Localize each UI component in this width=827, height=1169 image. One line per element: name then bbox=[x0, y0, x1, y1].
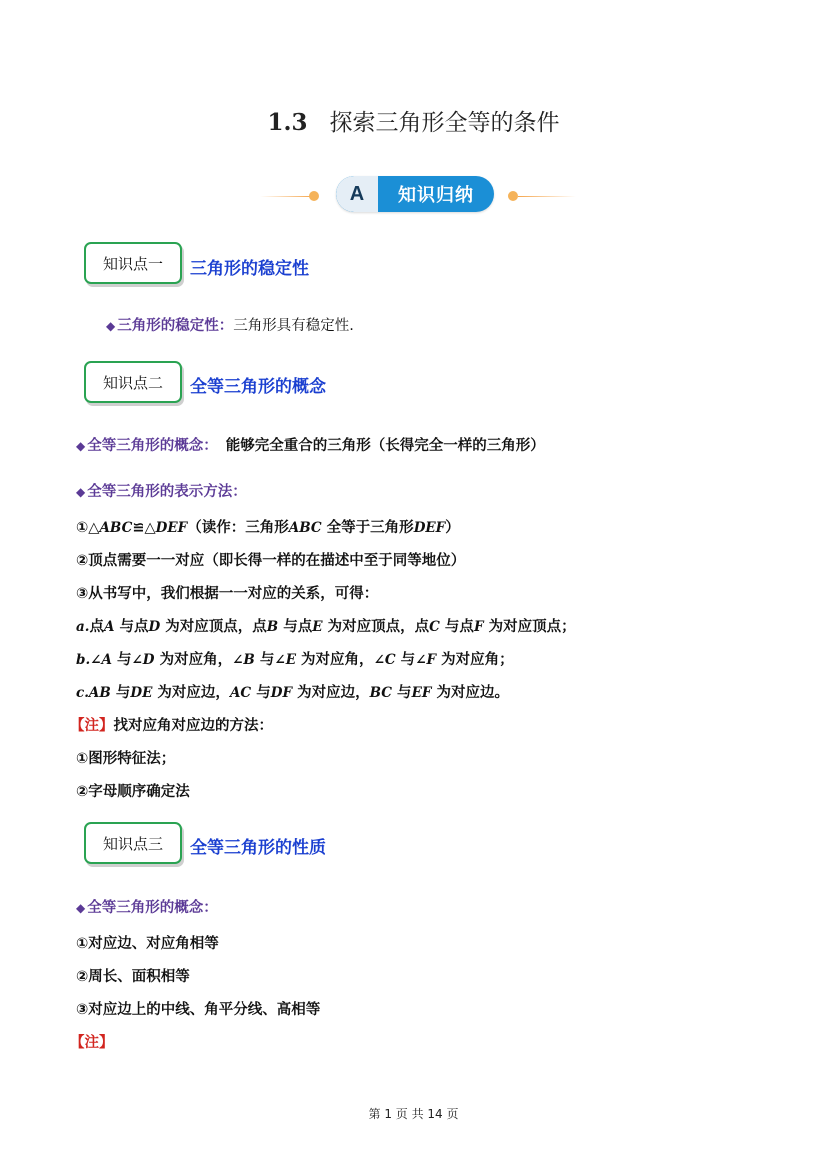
math-var: C bbox=[429, 619, 440, 635]
item-label: b. bbox=[76, 652, 91, 668]
knowledge-point-heading-2: 全等三角形的概念 bbox=[190, 377, 326, 397]
math-var: EF bbox=[411, 685, 432, 701]
notation-line-3: ③从书写中，我们根据一一对应的关系，可得： bbox=[76, 586, 379, 602]
text-fragment: 与 bbox=[110, 685, 131, 701]
knowledge-point-tag-2: 知识点二 bbox=[84, 361, 182, 403]
notation-line-1 bbox=[76, 516, 460, 537]
notation-heading bbox=[76, 480, 247, 501]
math-var: DEF bbox=[413, 520, 446, 536]
math-var: F bbox=[473, 619, 484, 635]
method-1: ①图形特征法； bbox=[76, 751, 176, 767]
text-fragment: 为对应顶点，点 bbox=[160, 619, 267, 635]
diamond-bullet-icon: ◆ bbox=[106, 319, 116, 333]
method-2: ②字母顺序确定法 bbox=[76, 784, 190, 800]
correspondence-sides bbox=[76, 681, 509, 702]
concept-text: 能够完全重合的三角形（长得完全一样的三角形） bbox=[225, 438, 545, 454]
page-footer: 第 1 页 共 14 页 bbox=[368, 1107, 459, 1121]
math-var: E bbox=[312, 619, 323, 635]
math-var: ABC bbox=[99, 520, 133, 536]
math-var: ∠C bbox=[373, 652, 396, 668]
text-fragment: 与 bbox=[251, 685, 271, 701]
diamond-bullet-icon: ◆ bbox=[76, 901, 86, 915]
text-fragment: ） bbox=[445, 520, 460, 536]
text-fragment: 与 bbox=[254, 652, 275, 668]
knowledge-point-tag-1: 知识点一 bbox=[84, 242, 182, 284]
math-var: A bbox=[103, 619, 115, 635]
concept-term: 全等三角形的概念： bbox=[87, 438, 218, 454]
text-fragment: 为对应角； bbox=[436, 652, 514, 668]
property-2: ②周长、面积相等 bbox=[76, 969, 190, 985]
notation-term: 全等三角形的表示方法： bbox=[87, 484, 247, 500]
note-tag-2: 【注】 bbox=[70, 1035, 114, 1051]
notation-line-2: ②顶点需要一一对应（即长得一样的在描述中至于同等地位） bbox=[76, 553, 466, 569]
text-fragment: 全等于三角形 bbox=[321, 520, 414, 536]
math-var: DF bbox=[270, 685, 293, 701]
math-var: DEF bbox=[155, 520, 188, 536]
property-1: ①对应边、对应角相等 bbox=[76, 936, 219, 952]
banner-dot-left bbox=[309, 191, 319, 201]
text-fragment: 为对应角， bbox=[296, 652, 374, 668]
math-var: D bbox=[148, 619, 161, 635]
note-text: 找对应角对应边的方法： bbox=[113, 718, 273, 734]
text-fragment: 与点 bbox=[439, 619, 474, 635]
page-title bbox=[0, 104, 827, 137]
section-number: 1.3 bbox=[267, 109, 308, 136]
section-banner bbox=[336, 176, 494, 212]
math-var: ∠A bbox=[90, 652, 112, 668]
text-fragment: （读作：三角形 bbox=[187, 520, 289, 536]
diamond-bullet-icon: ◆ bbox=[76, 439, 86, 453]
math-var: BC bbox=[369, 685, 392, 701]
math-var: ∠F bbox=[415, 652, 437, 668]
math-var: DE bbox=[130, 685, 153, 701]
knowledge-point-heading-3: 全等三角形的性质 bbox=[190, 838, 326, 858]
math-var: ∠E bbox=[274, 652, 296, 668]
text-fragment: 与 bbox=[395, 652, 416, 668]
math-var: AC bbox=[229, 685, 252, 701]
text-fragment: 与点 bbox=[114, 619, 149, 635]
congruent-concept bbox=[76, 434, 545, 455]
properties-heading bbox=[76, 896, 218, 917]
math-var: AB bbox=[88, 685, 111, 701]
definition-term: 三角形的稳定性： bbox=[117, 318, 234, 334]
property-3: ③对应边上的中线、角平分线、高相等 bbox=[76, 1002, 321, 1018]
definition-text: 三角形具有稳定性. bbox=[233, 318, 354, 334]
math-var: ∠D bbox=[131, 652, 155, 668]
text-fragment: 为对应边。 bbox=[431, 685, 509, 701]
banner-label: 知识归纳 bbox=[398, 185, 474, 206]
correspondence-angles bbox=[76, 648, 514, 669]
text-fragment: 为对应顶点； bbox=[483, 619, 576, 635]
banner-dot-right bbox=[508, 191, 518, 201]
banner-line-left bbox=[260, 196, 312, 197]
math-var: ABC bbox=[288, 520, 322, 536]
properties-term: 全等三角形的概念： bbox=[87, 900, 218, 916]
banner-letter: A bbox=[336, 176, 378, 212]
text-fragment: 与 bbox=[111, 652, 132, 668]
text-fragment: 为对应角， bbox=[154, 652, 233, 668]
text-fragment: 为对应顶点，点 bbox=[322, 619, 430, 635]
correspondence-vertices bbox=[76, 615, 576, 636]
text-fragment: ①△ bbox=[76, 520, 100, 536]
text-fragment: 为对应边， bbox=[292, 685, 370, 701]
note-line bbox=[70, 714, 273, 735]
title-text: 探索三角形全等的条件 bbox=[329, 110, 560, 136]
math-var: B bbox=[266, 619, 279, 635]
knowledge-point-heading-1: 三角形的稳定性 bbox=[190, 259, 309, 279]
text-fragment: 为对应边， bbox=[152, 685, 230, 701]
text-fragment: 与 bbox=[392, 685, 412, 701]
text-fragment: 与点 bbox=[278, 619, 313, 635]
item-label: a. bbox=[76, 619, 90, 635]
stability-definition bbox=[106, 314, 354, 335]
knowledge-point-tag-3: 知识点三 bbox=[84, 822, 182, 864]
item-label: c. bbox=[76, 685, 89, 701]
math-var: ∠B bbox=[232, 652, 255, 668]
text-fragment: 点 bbox=[89, 619, 104, 635]
diamond-bullet-icon: ◆ bbox=[76, 485, 86, 499]
banner-line-right bbox=[518, 196, 576, 197]
text-fragment: ≌△ bbox=[132, 520, 156, 536]
note-tag: 【注】 bbox=[70, 718, 114, 734]
